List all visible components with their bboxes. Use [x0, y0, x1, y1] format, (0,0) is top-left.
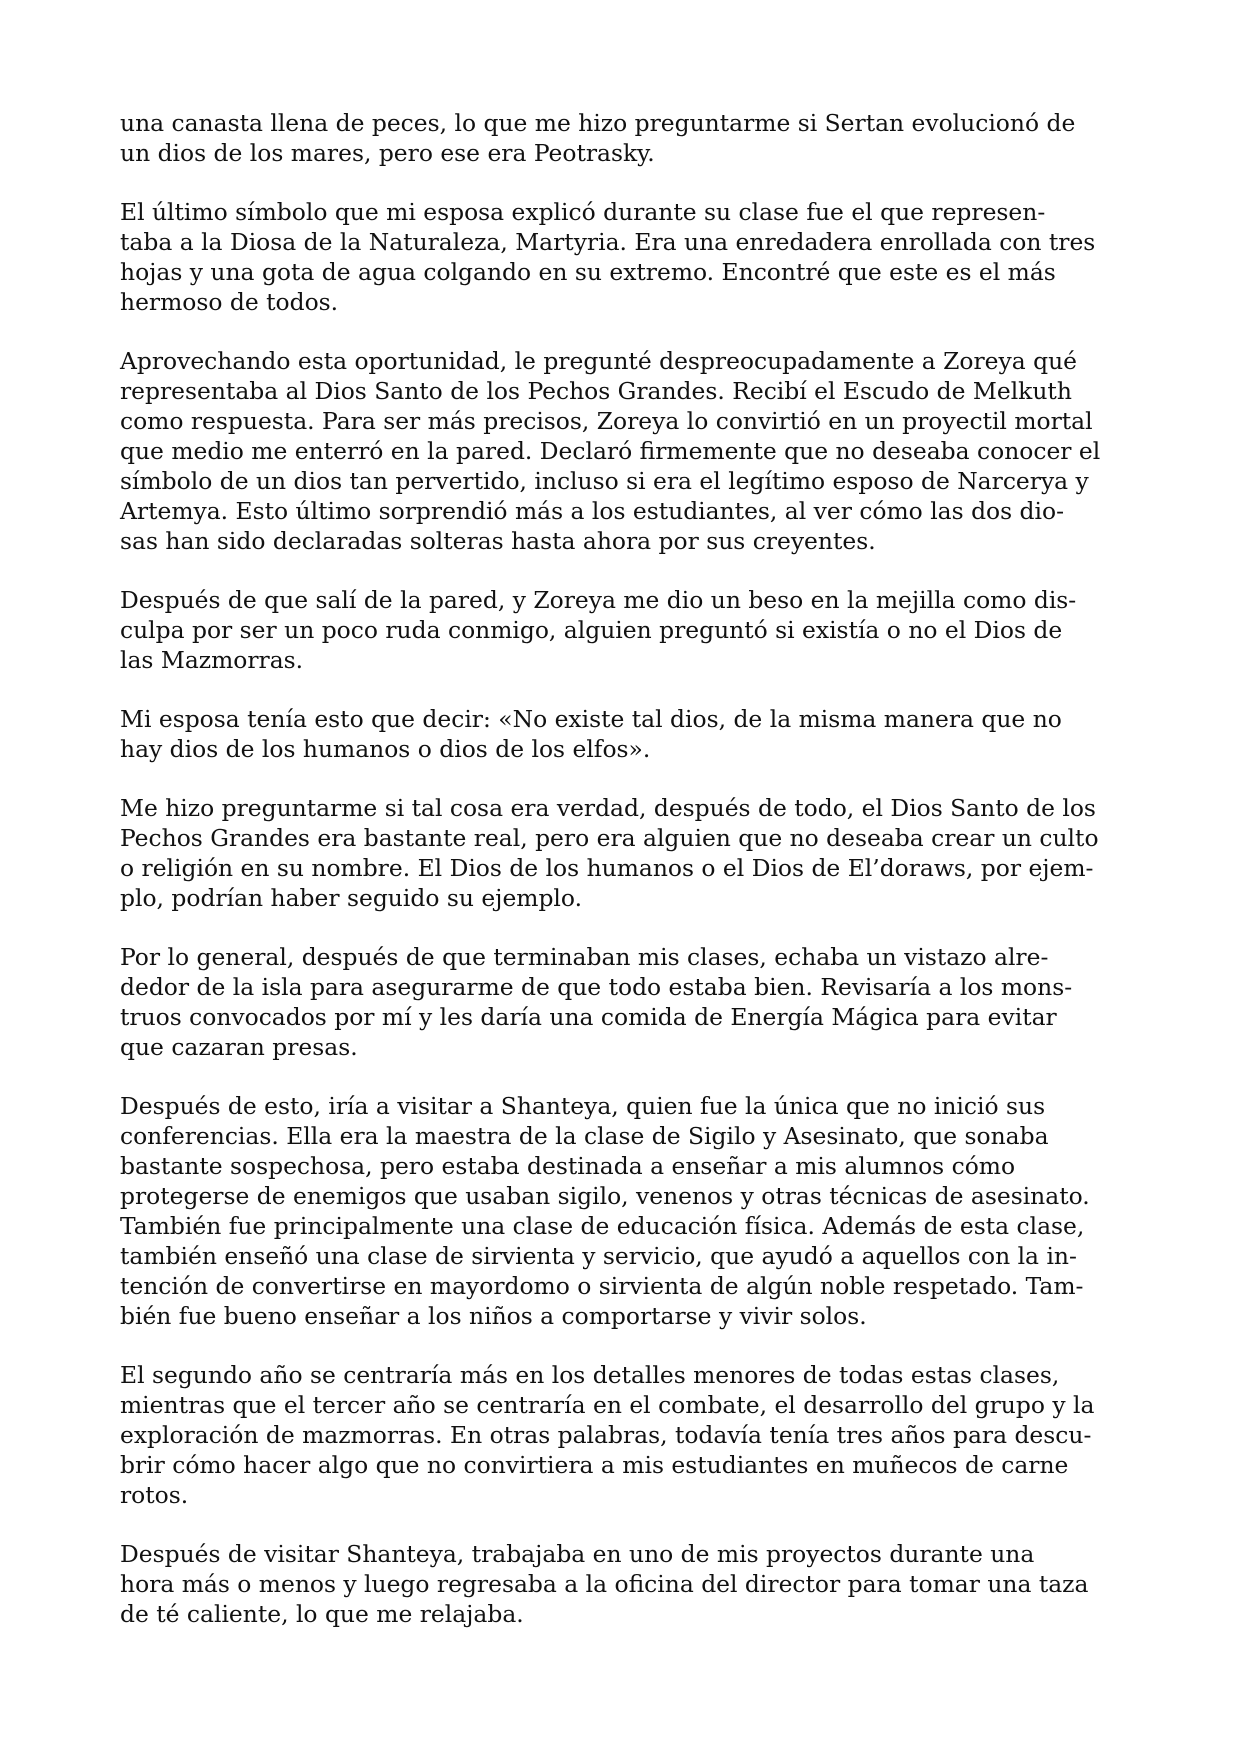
text-line: Mi esposa tenía esto que decir: «No existe tal dios, de la misma manera que no [120, 705, 1062, 733]
text-line: Por lo general, después de que terminaban mis clases, echaba un vistazo alre- [120, 943, 1049, 971]
text-line: símbolo de un dios tan pervertido, incluso si era el legítimo esposo de Narcerya y [120, 467, 1089, 495]
text-line: mientras que el tercer año se centraría en el combate, el desarrollo del grupo y la [120, 1391, 1095, 1419]
text-line: representaba al Dios Santo de los Pechos Grandes. Recibí el Escudo de Melkuth [120, 377, 1072, 405]
text-line: bastante sospechosa, pero estaba destinada a enseñar a mis alumnos cómo [120, 1152, 1016, 1180]
text-line: o religión en su nombre. El Dios de los humanos o el Dios de El’doraws, por ejem- [120, 854, 1094, 882]
text-line: como respuesta. Para ser más precisos, Zoreya lo convirtió en un proyectil mortal [120, 407, 1093, 435]
paragraph [120, 1091, 1124, 1331]
text-line: hermoso de todos. [120, 288, 339, 316]
text-line: protegerse de enemigos que usaban sigilo, venenos y otras técnicas de asesinato. [120, 1182, 1090, 1210]
text-line: también enseñó una clase de sirvienta y servicio, que ayudó a aquellos con la in- [120, 1242, 1077, 1270]
text-line: una canasta llena de peces, lo que me hizo preguntarme si Sertan evolucionó de [120, 109, 1076, 137]
text-line: tención de convertirse en mayordomo o sirvienta de algún noble respetado. Tam- [120, 1272, 1084, 1300]
text-line: exploración de mazmorras. En otras palabras, todavía tenía tres años para descu- [120, 1421, 1092, 1449]
text-line: hojas y una gota de agua colgando en su extremo. Encontré que este es el más [120, 258, 1056, 286]
paragraph [120, 793, 1124, 913]
text-line: También fue principalmente una clase de educación física. Además de esta clase, [120, 1212, 1085, 1240]
text-line: Artemya. Esto último sorprendió más a los estudiantes, al ver cómo las dos dio- [120, 497, 1064, 525]
document-page [120, 108, 1124, 1658]
text-line: conferencias. Ella era la maestra de la clase de Sigilo y Asesinato, que sonaba [120, 1122, 1049, 1150]
text-line: Pechos Grandes era bastante real, pero era alguien que no deseaba crear un culto [120, 824, 1099, 852]
text-line: Me hizo preguntarme si tal cosa era verdad, después de todo, el Dios Santo de los [120, 794, 1096, 822]
text-line: rotos. [120, 1481, 189, 1509]
text-line: dedor de la isla para asegurarme de que todo estaba bien. Revisaría a los mons- [120, 973, 1073, 1001]
text-line: El segundo año se centraría más en los detalles menores de todas estas clases, [120, 1361, 1060, 1389]
text-line: las Mazmorras. [120, 646, 304, 674]
text-line: Después de que salí de la pared, y Zoreya me dio un beso en la mejilla como dis- [120, 586, 1077, 614]
paragraph [120, 346, 1124, 556]
text-line: sas han sido declaradas solteras hasta ahora por sus creyentes. [120, 527, 876, 555]
text-line: de té caliente, lo que me relajaba. [120, 1600, 524, 1628]
text-line: Después de esto, iría a visitar a Shanteya, quien fue la única que no inició sus [120, 1092, 1046, 1120]
paragraph [120, 108, 1124, 168]
text-line: hay dios de los humanos o dios de los elfos». [120, 735, 651, 763]
text-line: Después de visitar Shanteya, trabajaba en uno de mis proyectos durante una [120, 1540, 1035, 1568]
text-line: plo, podrían haber seguido su ejemplo. [120, 884, 583, 912]
paragraph [120, 942, 1124, 1062]
paragraph [120, 1360, 1124, 1510]
paragraph [120, 197, 1124, 317]
paragraph [120, 704, 1124, 764]
text-line: Aprovechando esta oportunidad, le pregunté despreocupadamente a Zoreya qué [120, 347, 1077, 375]
text-line: que cazaran presas. [120, 1033, 358, 1061]
text-line: El último símbolo que mi esposa explicó durante su clase fue el que represen- [120, 198, 1046, 226]
paragraph [120, 585, 1124, 675]
text-line: taba a la Diosa de la Naturaleza, Martyria. Era una enredadera enrollada con tres [120, 228, 1096, 256]
text-line: hora más o menos y luego regresaba a la oficina del director para tomar una taza [120, 1570, 1089, 1598]
text-line: un dios de los mares, pero ese era Peotrasky. [120, 139, 655, 167]
paragraph [120, 1539, 1124, 1629]
text-line: brir cómo hacer algo que no convirtiera a mis estudiantes en muñecos de carne [120, 1451, 1069, 1479]
text-line: bién fue bueno enseñar a los niños a comportarse y vivir solos. [120, 1302, 867, 1330]
text-line: culpa por ser un poco ruda conmigo, alguien preguntó si existía o no el Dios de [120, 616, 1063, 644]
text-line: truos convocados por mí y les daría una comida de Energía Mágica para evitar [120, 1003, 1057, 1031]
text-line: que medio me enterró en la pared. Declaró firmemente que no deseaba conocer el [120, 437, 1101, 465]
